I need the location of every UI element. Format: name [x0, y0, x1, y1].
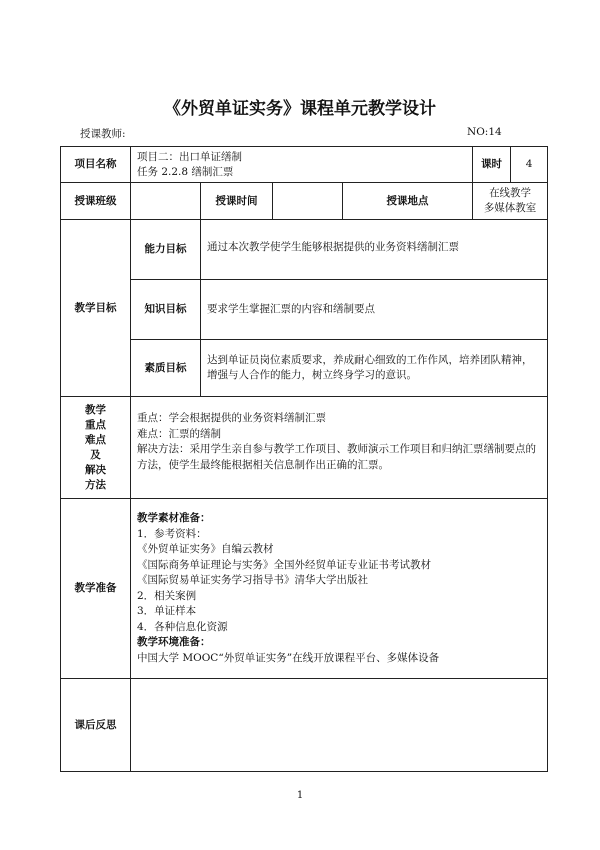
keypoints-label-line: 重点 [85, 418, 106, 431]
place-line-2: 多媒体教室 [483, 202, 537, 214]
quality-line-1: 达到单证员岗位素质要求，养成耐心细致的工作作风，培养团队精神， [207, 354, 533, 366]
knowledge-row [61, 280, 548, 340]
quality-text [201, 340, 548, 397]
quality-label: 素质目标 [131, 340, 201, 397]
keypoints-label-line: 及 [90, 448, 101, 461]
ability-row [61, 220, 548, 280]
keypoints-label-line: 解决 [85, 463, 106, 476]
material-item: 4．各种信息化资源 [137, 620, 228, 633]
project-name-cell [131, 147, 473, 183]
preparation-content [131, 499, 548, 679]
material-item: 2．相关案例 [137, 589, 197, 602]
place-value [473, 183, 548, 220]
keypoint-line: 方法，使学生最终能根据相关信息制作出正确的汇票。 [137, 458, 389, 471]
hours-value: 4 [511, 147, 548, 183]
keypoints-content [131, 397, 548, 499]
class-row [61, 183, 548, 220]
keypoint-line: 解决方法：采用学生亲自参与教学工作项目、教师演示工作项目和归纳汇票缮制要点的 [137, 443, 536, 455]
objectives-label: 教学目标 [61, 220, 131, 397]
keypoints-row [61, 397, 548, 499]
reflection-label: 课后反思 [61, 679, 131, 772]
environment-text: 中国大学 MOOC“外贸单证实务”在线开放课程平台、多媒体设备 [137, 651, 440, 664]
material-item: 《国际贸易单证实务学习指导书》清华大学出版社 [137, 574, 368, 586]
place-label: 授课地点 [343, 183, 473, 220]
task-line: 任务 2.2.8 缮制汇票 [137, 165, 234, 178]
material-item: 《外贸单证实务》自编云教材 [137, 543, 274, 555]
reflection-row [61, 679, 548, 772]
quality-line-2: 增强与人合作的能力，树立终身学习的意识。 [207, 369, 417, 381]
knowledge-text: 要求学生掌握汇票的内容和缮制要点 [201, 280, 548, 340]
quality-row [61, 340, 548, 397]
place-line-1: 在线教学 [489, 187, 532, 199]
class-label: 授课班级 [61, 183, 131, 220]
project-row [61, 147, 548, 183]
document-title: 《外贸单证实务》课程单元教学设计 [164, 99, 436, 119]
teacher-label: 授课教师: [80, 128, 126, 140]
keypoints-label-line: 难点 [85, 433, 106, 446]
keypoint-line: 重点：学会根据提供的业务资料缮制汇票 [137, 412, 326, 424]
project-line: 项目二：出口单证缮制 [137, 150, 242, 163]
environment-heading: 教学环境准备： [137, 636, 211, 648]
lesson-design-table [60, 146, 548, 772]
number-label: NO:14 [467, 126, 502, 138]
keypoints-label-line: 方法 [85, 478, 106, 491]
keypoints-label [61, 397, 131, 499]
material-item: 《国际商务单证理论与实务》全国外经贸单证专业证书考试教材 [137, 558, 431, 571]
project-name-label: 项目名称 [61, 147, 131, 183]
reflection-content [131, 679, 548, 772]
time-label: 授课时间 [201, 183, 273, 220]
knowledge-label: 知识目标 [131, 280, 201, 340]
class-value [131, 183, 201, 220]
materials-heading: 教学素材准备： [137, 512, 211, 524]
keypoint-line: 难点：汇票的缮制 [137, 427, 221, 440]
page-number: 1 [296, 790, 304, 801]
ability-text: 通过本次教学使学生能够根据提供的业务资料缮制汇票 [201, 220, 548, 280]
preparation-label: 教学准备 [61, 499, 131, 679]
ability-label: 能力目标 [131, 220, 201, 280]
material-item: 1．参考资料： [137, 527, 207, 540]
preparation-row [61, 499, 548, 679]
keypoints-label-line: 教学 [85, 403, 106, 416]
hours-label: 课时 [473, 147, 511, 183]
time-value [273, 183, 343, 220]
material-item: 3．单证样本 [137, 605, 197, 617]
